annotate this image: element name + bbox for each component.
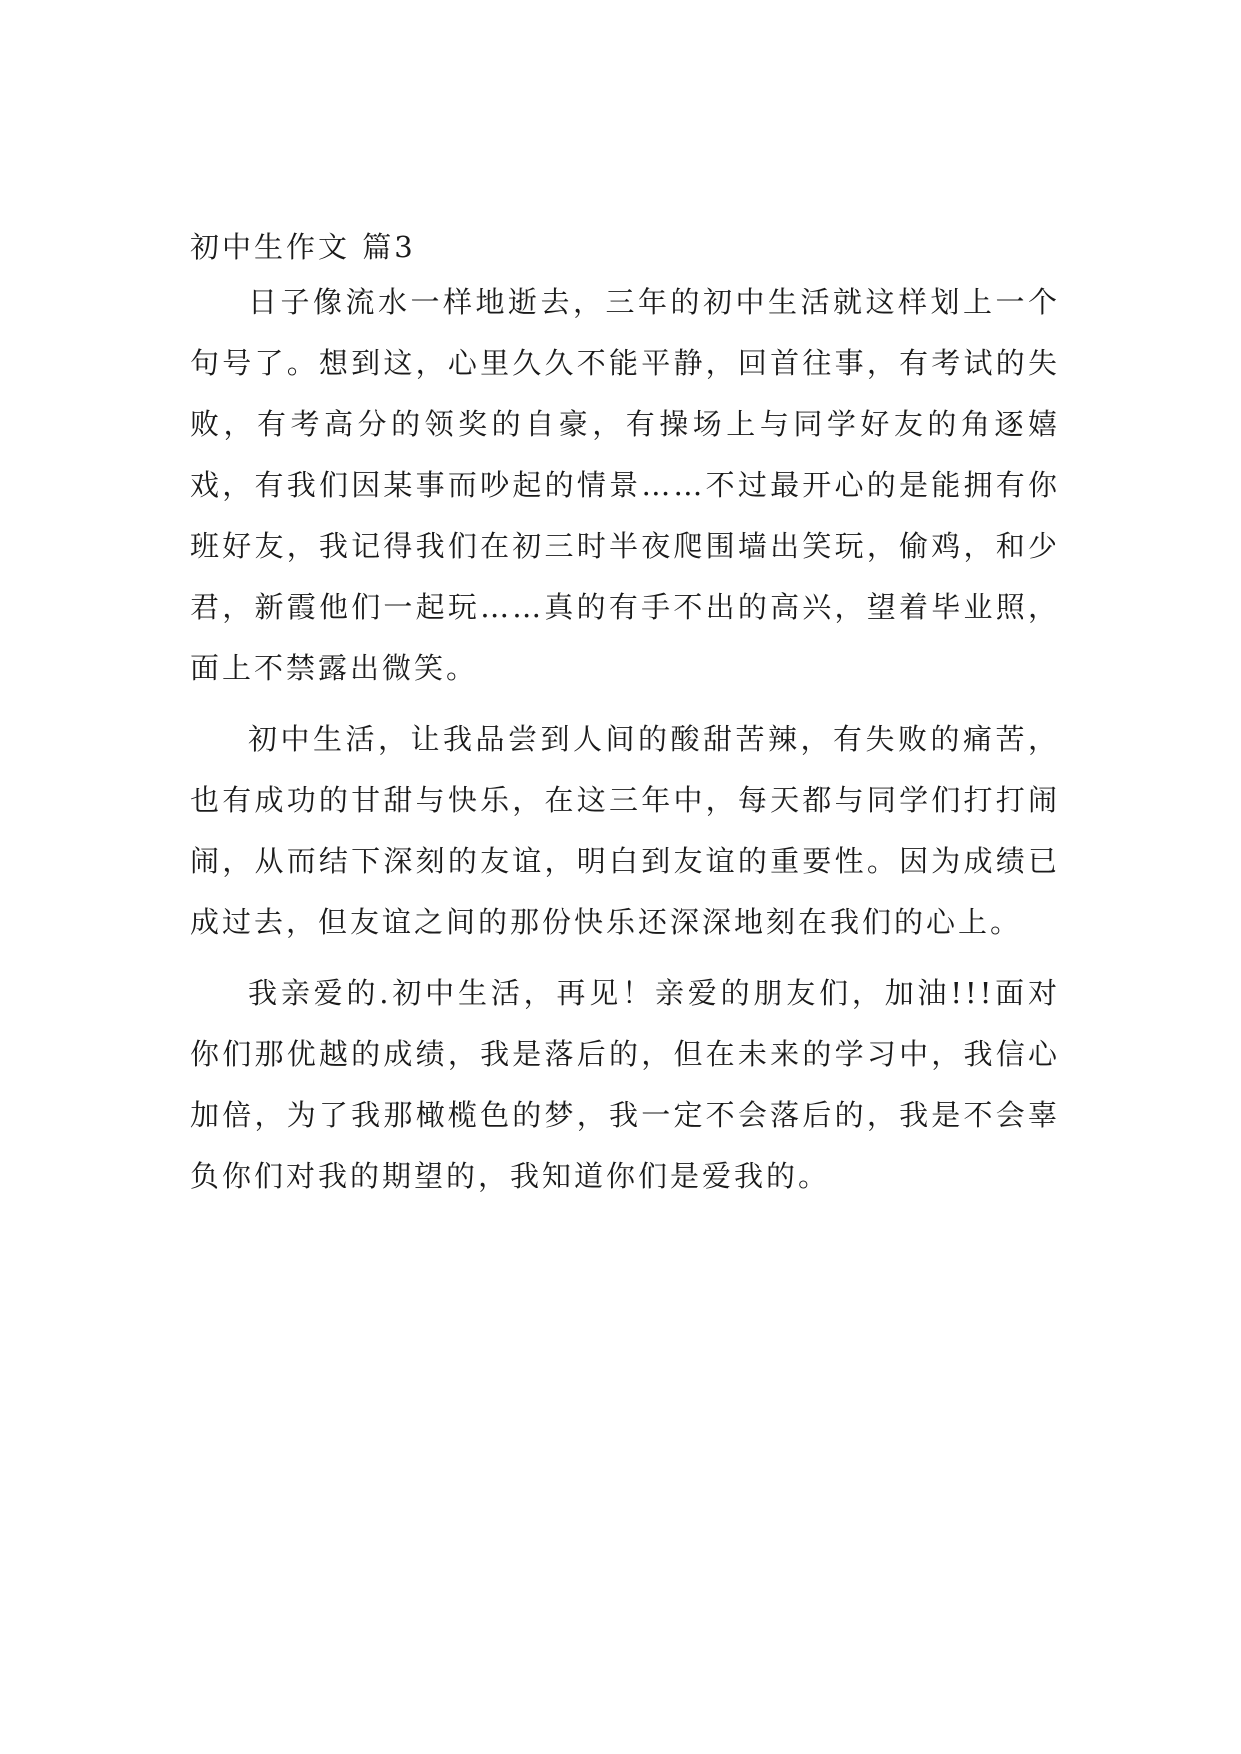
- paragraph-3: 我亲爱的.初中生活，再见！亲爱的朋友们，加油!!!面对你们那优越的成绩，我是落后的，但在未来的学习中，我信心加倍，为了我那橄榄色的梦，我一定不会落后的，我是不会辜负你们对我的期望的，我知道你们是爱我的。: [190, 976, 1060, 1193]
- paragraph-2: 初中生活，让我品尝到人间的酸甜苦辣，有失败的痛苦，也有成功的甘甜与快乐，在这三年中，每天都与同学们打打闹闹，从而结下深刻的友谊，明白到友谊的重要性。因为成绩已成过去，但友谊之间的那份快乐还深深地刻在我们的心上。: [190, 722, 1060, 939]
- document-body: [190, 222, 1060, 1217]
- paragraph-1: 日子像流水一样地逝去，三年的初中生活就这样划上一个句号了。想到这，心里久久不能平静，回首往事，有考试的失败，有考高分的领奖的自豪，有操场上与同学好友的角逐嬉戏，有我们因某事而吵起的情景……不过最开心的是能拥有你班好友，我记得我们在初三时半夜爬围墙出笑玩，偷鸡，和少君，新霞他们一起玩……真的有手不出的高兴，望着毕业照，面上不禁露出微笑。: [190, 285, 1060, 685]
- document-title: 初中生作文 篇3: [190, 230, 416, 264]
